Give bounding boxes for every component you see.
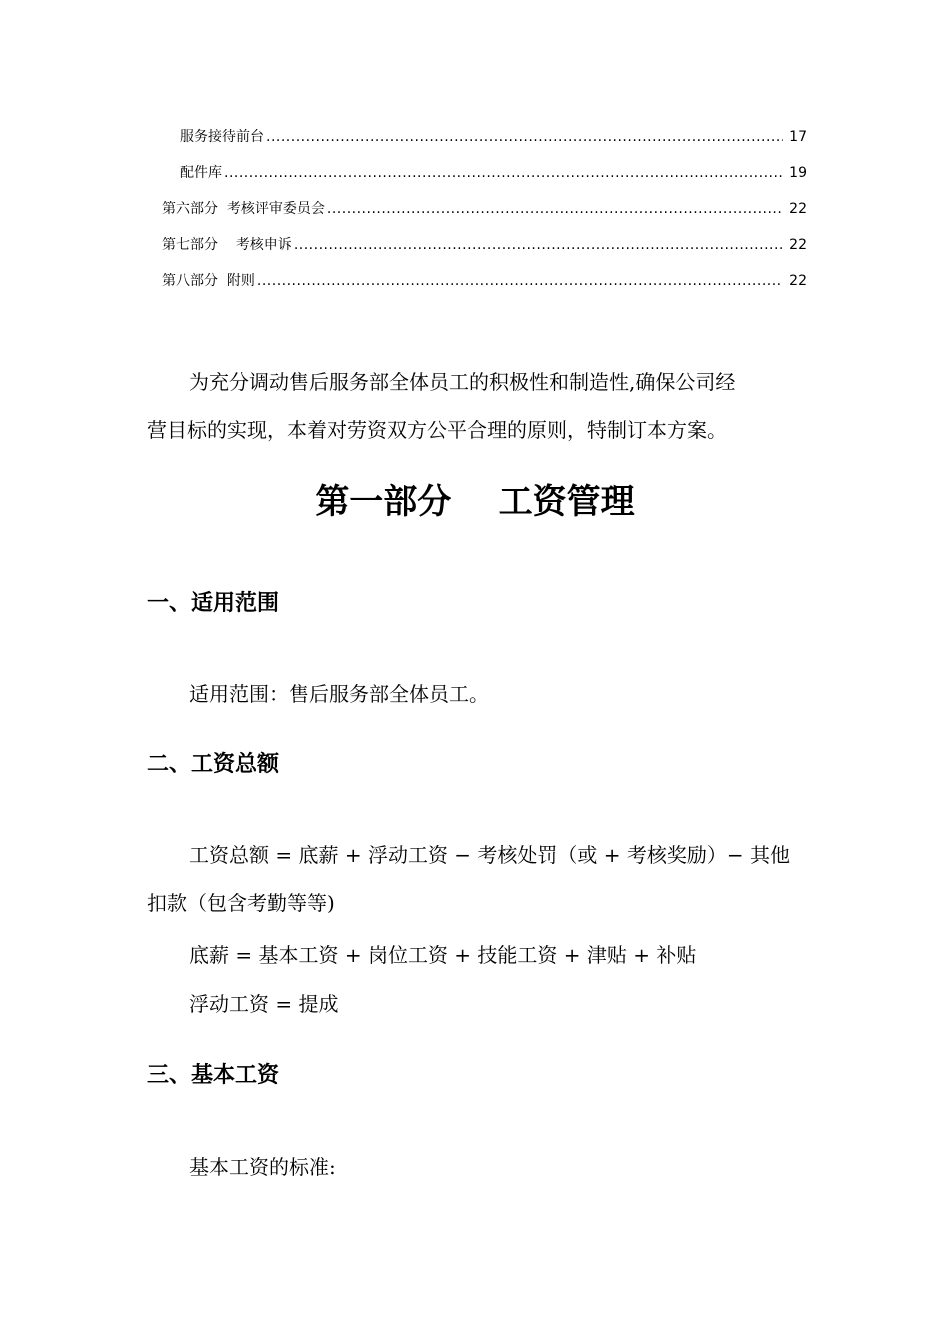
toc-entry[interactable] bbox=[162, 198, 807, 222]
toc-entry-page: 22 bbox=[789, 237, 807, 253]
section-text: 浮动工资 = 提成 bbox=[189, 992, 339, 1016]
toc-entry-page: 17 bbox=[789, 129, 807, 145]
toc-entry-label: 配件库 bbox=[180, 165, 222, 181]
toc-leader-dots bbox=[327, 201, 783, 217]
section-text: 底薪 = 基本工资 + 岗位工资 + 技能工资 + 津贴 + 补贴 bbox=[189, 943, 697, 967]
toc-leader-dots bbox=[257, 273, 783, 289]
section-text: 工资总额 = 底薪 + 浮动工资 − 考核处罚（或 + 考核奖励）− 其他 bbox=[189, 843, 791, 867]
section-heading: 三、基本工资 bbox=[147, 1063, 280, 1088]
toc-entry[interactable] bbox=[180, 162, 807, 186]
intro-line-2: 营目标的实现，本着对劳资双方公平合理的原则，特制订本方案。 bbox=[147, 418, 727, 442]
section-heading: 二、工资总额 bbox=[147, 752, 280, 777]
intro-line-1: 为充分调动售后服务部全体员工的积极性和制造性,确保公司经 bbox=[189, 370, 736, 394]
toc-entry[interactable] bbox=[162, 234, 807, 258]
part-title: 第一部分 工资管理 bbox=[315, 482, 635, 522]
section-text: 适用范围：售后服务部全体员工。 bbox=[189, 682, 489, 706]
toc-entry-page: 22 bbox=[789, 201, 807, 217]
toc-entry[interactable] bbox=[162, 270, 807, 294]
section-text: 扣款（包含考勤等等) bbox=[147, 891, 335, 915]
toc-leader-dots bbox=[266, 129, 783, 145]
section-text: 基本工资的标准: bbox=[189, 1155, 336, 1179]
toc-entry-page: 19 bbox=[789, 165, 807, 181]
toc-leader-dots bbox=[224, 165, 783, 181]
toc-entry-page: 22 bbox=[789, 273, 807, 289]
toc-entry[interactable] bbox=[180, 126, 807, 150]
toc-entry-label: 服务接待前台 bbox=[180, 129, 264, 145]
toc-leader-dots bbox=[294, 237, 783, 253]
toc-entry-label: 第七部分 考核申诉 bbox=[162, 237, 292, 253]
toc-entry-label: 第八部分 附则 bbox=[162, 273, 255, 289]
section-heading: 一、适用范围 bbox=[147, 591, 280, 616]
toc-entry-label: 第六部分 考核评审委员会 bbox=[162, 201, 325, 217]
